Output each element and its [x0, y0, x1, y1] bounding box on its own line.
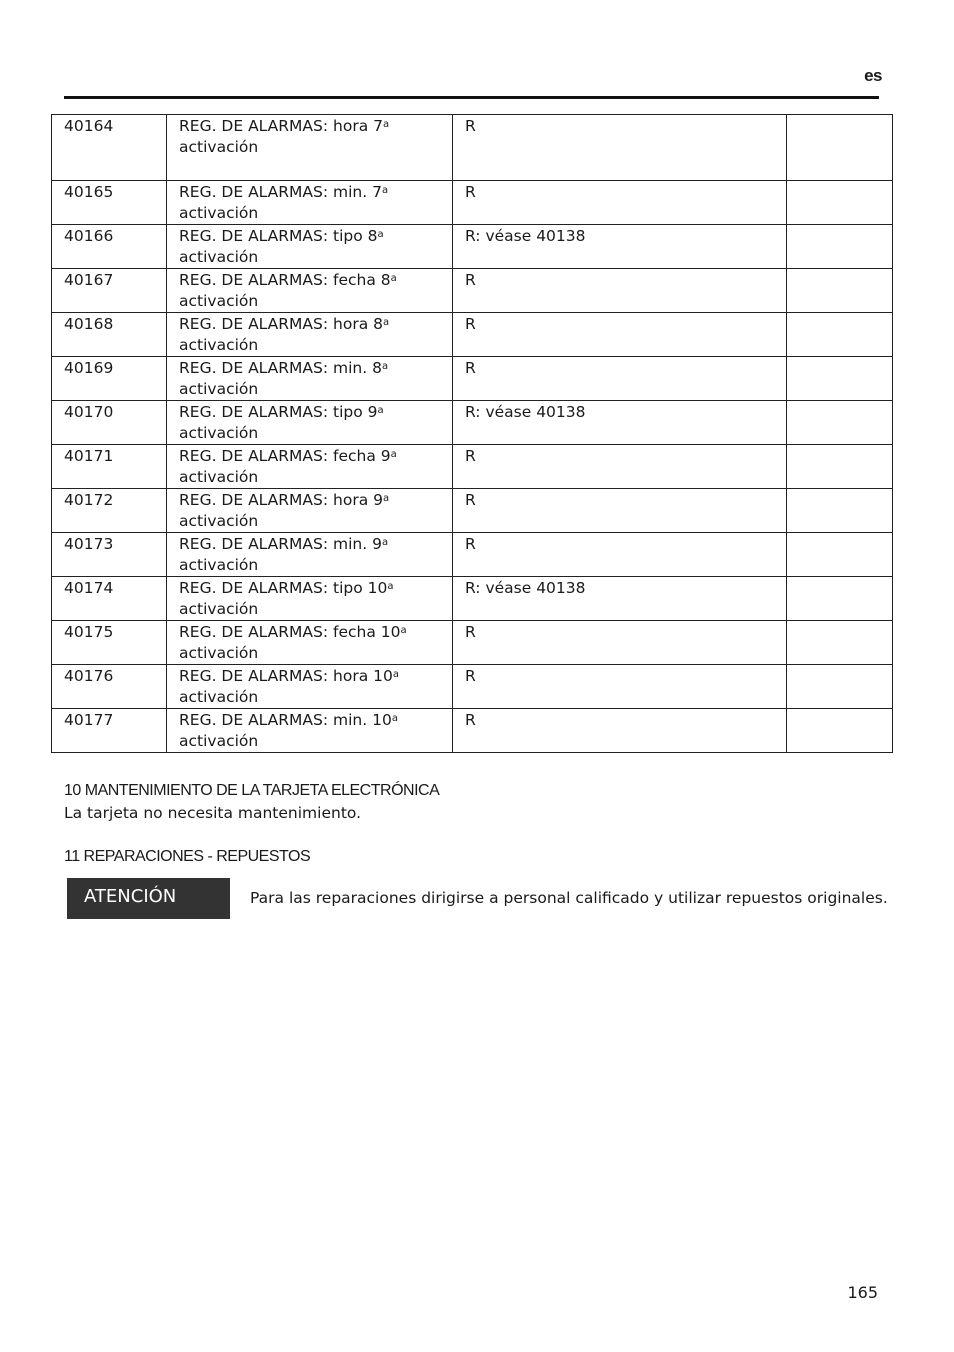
ordinal-indicator: a: [377, 229, 384, 240]
table-row: [52, 115, 893, 181]
description-main: REG. DE ALARMAS: hora 10: [179, 667, 393, 685]
ordinal-indicator: a: [392, 669, 399, 680]
description-main: REG. DE ALARMAS: fecha 9: [179, 447, 391, 465]
ordinal-indicator: a: [390, 273, 397, 284]
register-notes-cell: [787, 621, 893, 665]
register-notes-cell: [787, 489, 893, 533]
register-access-cell: R: [453, 313, 787, 357]
register-notes-cell: [787, 445, 893, 489]
ordinal-indicator: a: [381, 361, 389, 372]
ordinal-indicator: a: [387, 581, 394, 592]
register-notes-cell: [787, 533, 893, 577]
register-access-cell: R: véase 40138: [453, 577, 787, 621]
description-main: REG. DE ALARMAS: tipo 10: [179, 579, 388, 597]
register-description-cell: [167, 269, 453, 313]
description-continuation: activación: [179, 138, 259, 156]
description-continuation: activación: [179, 600, 259, 618]
description-continuation: activación: [179, 688, 259, 706]
register-access-cell: R: [453, 665, 787, 709]
register-notes-cell: [787, 577, 893, 621]
register-address-cell: 40171: [52, 445, 167, 489]
description-main: REG. DE ALARMAS: hora 9: [179, 491, 383, 509]
description-continuation: activación: [179, 512, 259, 530]
table-row: [52, 577, 893, 621]
ordinal-indicator: a: [377, 405, 384, 416]
register-description-cell: [167, 313, 453, 357]
register-access-cell: R: [453, 445, 787, 489]
description-main: REG. DE ALARMAS: fecha 8: [179, 271, 391, 289]
table-row: [52, 665, 893, 709]
register-description-cell: [167, 621, 453, 665]
section-11-title: 11 REPARACIONES - REPUESTOS: [64, 848, 311, 865]
register-access-cell: R: [453, 269, 787, 313]
table-row: [52, 313, 893, 357]
register-address-cell: 40168: [52, 313, 167, 357]
description-main: REG. DE ALARMAS: hora 8: [179, 315, 383, 333]
register-address-cell: 40167: [52, 269, 167, 313]
register-description-cell: [167, 115, 453, 181]
register-description-cell: [167, 709, 453, 753]
section-10-text: La tarjeta no necesita mantenimiento.: [64, 804, 362, 822]
register-address-cell: 40172: [52, 489, 167, 533]
table-row: [52, 401, 893, 445]
register-access-cell: R: véase 40138: [453, 225, 787, 269]
register-description-cell: [167, 577, 453, 621]
table-row: [52, 533, 893, 577]
table-row: [52, 269, 893, 313]
description-main: REG. DE ALARMAS: fecha 10: [179, 623, 401, 641]
description-continuation: activación: [179, 424, 259, 442]
register-description-cell: [167, 533, 453, 577]
register-address-cell: 40170: [52, 401, 167, 445]
ordinal-indicator: a: [391, 713, 398, 724]
ordinal-indicator: a: [381, 537, 389, 548]
register-description-cell: [167, 665, 453, 709]
description-continuation: activación: [179, 644, 259, 662]
register-description-cell: [167, 401, 453, 445]
warning-text: Para las reparaciones dirigirse a personal calificado y utilizar repuestos originales.: [250, 889, 888, 907]
ordinal-indicator: a: [382, 493, 390, 504]
table-row: [52, 181, 893, 225]
register-access-cell: R: [453, 709, 787, 753]
register-description-cell: [167, 445, 453, 489]
register-description-cell: [167, 489, 453, 533]
register-access-cell: R: [453, 533, 787, 577]
description-continuation: activación: [179, 380, 259, 398]
register-description-cell: [167, 181, 453, 225]
register-access-cell: R: [453, 621, 787, 665]
register-address-cell: 40164: [52, 115, 167, 181]
description-main: REG. DE ALARMAS: min. 8: [179, 359, 382, 377]
description-continuation: activación: [179, 248, 259, 266]
table-row: [52, 489, 893, 533]
register-address-cell: 40175: [52, 621, 167, 665]
register-notes-cell: [787, 665, 893, 709]
register-notes-cell: [787, 401, 893, 445]
description-main: REG. DE ALARMAS: tipo 8: [179, 227, 378, 245]
register-notes-cell: [787, 115, 893, 181]
description-continuation: activación: [179, 204, 259, 222]
register-notes-cell: [787, 225, 893, 269]
register-access-cell: R: [453, 357, 787, 401]
header-rule: [64, 96, 879, 99]
ordinal-indicator: a: [382, 317, 390, 328]
language-label: es: [864, 66, 882, 85]
description-main: REG. DE ALARMAS: min. 9: [179, 535, 382, 553]
ordinal-indicator: a: [400, 625, 407, 636]
page-number: 165: [847, 1283, 878, 1302]
table-row: [52, 225, 893, 269]
description-continuation: activación: [179, 732, 259, 750]
register-address-cell: 40166: [52, 225, 167, 269]
table-row: [52, 709, 893, 753]
table-row: [52, 621, 893, 665]
register-address-cell: 40177: [52, 709, 167, 753]
description-main: REG. DE ALARMAS: hora 7: [179, 117, 383, 135]
description-main: REG. DE ALARMAS: tipo 9: [179, 403, 378, 421]
register-notes-cell: [787, 269, 893, 313]
ordinal-indicator: a: [382, 119, 390, 130]
register-address-cell: 40173: [52, 533, 167, 577]
warning-label: ATENCIÓN: [84, 886, 177, 907]
section-10-title: 10 MANTENIMIENTO DE LA TARJETA ELECTRÓNICA: [64, 782, 440, 799]
description-continuation: activación: [179, 292, 259, 310]
description-continuation: activación: [179, 336, 259, 354]
register-access-cell: R: [453, 489, 787, 533]
warning-label-box: [67, 878, 230, 919]
table-row: [52, 445, 893, 489]
description-continuation: activación: [179, 468, 259, 486]
register-access-cell: R: véase 40138: [453, 401, 787, 445]
ordinal-indicator: a: [390, 449, 397, 460]
description-continuation: activación: [179, 556, 259, 574]
register-access-cell: R: [453, 181, 787, 225]
register-description-cell: [167, 357, 453, 401]
register-description-cell: [167, 225, 453, 269]
register-address-cell: 40174: [52, 577, 167, 621]
register-notes-cell: [787, 181, 893, 225]
register-notes-cell: [787, 313, 893, 357]
register-address-cell: 40169: [52, 357, 167, 401]
register-notes-cell: [787, 357, 893, 401]
register-address-cell: 40176: [52, 665, 167, 709]
table-row: [52, 357, 893, 401]
modbus-register-table: [51, 114, 893, 753]
description-main: REG. DE ALARMAS: min. 7: [179, 183, 382, 201]
description-main: REG. DE ALARMAS: min. 10: [179, 711, 392, 729]
register-address-cell: 40165: [52, 181, 167, 225]
register-table-body: [52, 115, 893, 753]
ordinal-indicator: a: [381, 185, 389, 196]
register-notes-cell: [787, 709, 893, 753]
register-access-cell: R: [453, 115, 787, 181]
